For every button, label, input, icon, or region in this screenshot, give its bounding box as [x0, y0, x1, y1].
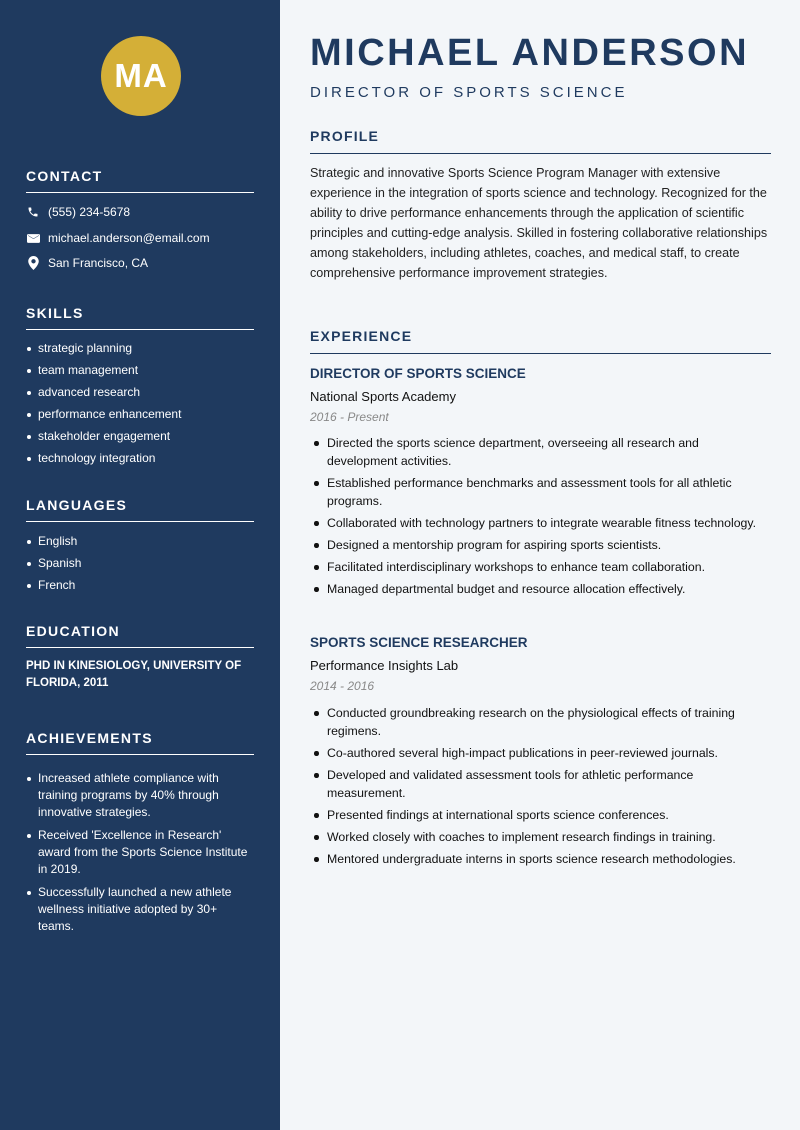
job-dates: 2014 - 2016 — [310, 679, 375, 693]
job-bullet: Managed departmental budget and resource allocation effectively. — [310, 580, 772, 598]
candidate-title: DIRECTOR OF SPORTS SCIENCE — [310, 84, 628, 101]
job-title: SPORTS SCIENCE RESEARCHER — [310, 635, 528, 650]
email-icon — [26, 231, 40, 245]
achievement-item: Received 'Excellence in Research' award from the Sports Science Institute in 2019. — [26, 827, 256, 878]
language-item: English — [26, 533, 256, 550]
skills-list — [26, 340, 256, 467]
job-bullet: Designed a mentorship program for aspiring sports scientists. — [310, 536, 772, 554]
location-pin-icon — [26, 256, 40, 270]
job-bullets — [310, 704, 772, 872]
achievement-item: Increased athlete compliance with training programs by 40% through innovative strategies. — [26, 770, 256, 821]
job-bullet: Established performance benchmarks and assessment tools for all athletic programs. — [310, 474, 772, 510]
phone-text: (555) 234-5678 — [48, 205, 131, 219]
language-item: Spanish — [26, 555, 256, 572]
languages-list — [26, 533, 256, 594]
avatar-initials: MA — [114, 57, 168, 94]
skill-item: technology integration — [26, 450, 256, 467]
job-dates: 2016 - Present — [310, 410, 389, 424]
achievements-list — [26, 770, 256, 935]
job-bullet: Facilitated interdisciplinary workshops to enhance team collaboration. — [310, 558, 772, 576]
job-title: DIRECTOR OF SPORTS SCIENCE — [310, 366, 526, 381]
avatar — [101, 36, 181, 116]
skill-item: stakeholder engagement — [26, 428, 256, 445]
achievement-item: Successfully launched a new athlete wellness initiative adopted by 30+ teams. — [26, 884, 256, 935]
skill-item: strategic planning — [26, 340, 256, 357]
phone-icon — [26, 205, 40, 219]
language-item: French — [26, 577, 256, 594]
skills-heading: SKILLS — [26, 305, 254, 330]
job-bullet: Presented findings at international sports science conferences. — [310, 806, 772, 824]
contact-phone — [26, 205, 130, 219]
job-company: National Sports Academy — [310, 389, 456, 404]
candidate-name: MICHAEL ANDERSON — [310, 32, 750, 74]
profile-heading: PROFILE — [310, 128, 771, 154]
skill-item: performance enhancement — [26, 406, 256, 423]
contact-location — [26, 256, 148, 270]
profile-text: Strategic and innovative Sports Science Program Manager with extensive experience in the integration of sports science and technology. Recognized for the ability to drive performance enhancements through the application of scientific principles and cutting-edge analysis. Skilled in fostering collaborative relationships among stakeholders, including athletes, coaches, and medical staff, to create comprehensive performance improvement strategies. — [310, 166, 768, 280]
job-bullet: Co-authored several high-impact publications in peer-reviewed journals. — [310, 744, 772, 762]
sidebar — [0, 0, 280, 1130]
email-text: michael.anderson@email.com — [48, 231, 210, 245]
education-heading: EDUCATION — [26, 623, 254, 648]
skill-item: team management — [26, 362, 256, 379]
job-company: Performance Insights Lab — [310, 658, 459, 673]
contact-email — [26, 231, 210, 245]
skill-item: advanced research — [26, 384, 256, 401]
experience-heading: EXPERIENCE — [310, 328, 771, 354]
languages-heading: LANGUAGES — [26, 497, 254, 522]
job-bullet: Developed and validated assessment tools for athletic performance measurement. — [310, 766, 772, 802]
job-bullet: Directed the sports science department, overseeing all research and development activities. — [310, 434, 772, 470]
job-bullet: Collaborated with technology partners to integrate wearable fitness technology. — [310, 514, 772, 532]
location-text: San Francisco, CA — [48, 256, 149, 270]
job-bullet: Worked closely with coaches to implement research findings in training. — [310, 828, 772, 846]
achievements-heading: ACHIEVEMENTS — [26, 730, 254, 755]
education-entry: PHD IN KINESIOLOGY, UNIVERSITY OF FLORIDA, 2011 — [26, 660, 242, 689]
job-bullet: Conducted groundbreaking research on the physiological effects of training regimens. — [310, 704, 772, 740]
job-bullets — [310, 434, 772, 602]
contact-heading: CONTACT — [26, 168, 254, 193]
job-bullet: Mentored undergraduate interns in sports science research methodologies. — [310, 850, 772, 868]
